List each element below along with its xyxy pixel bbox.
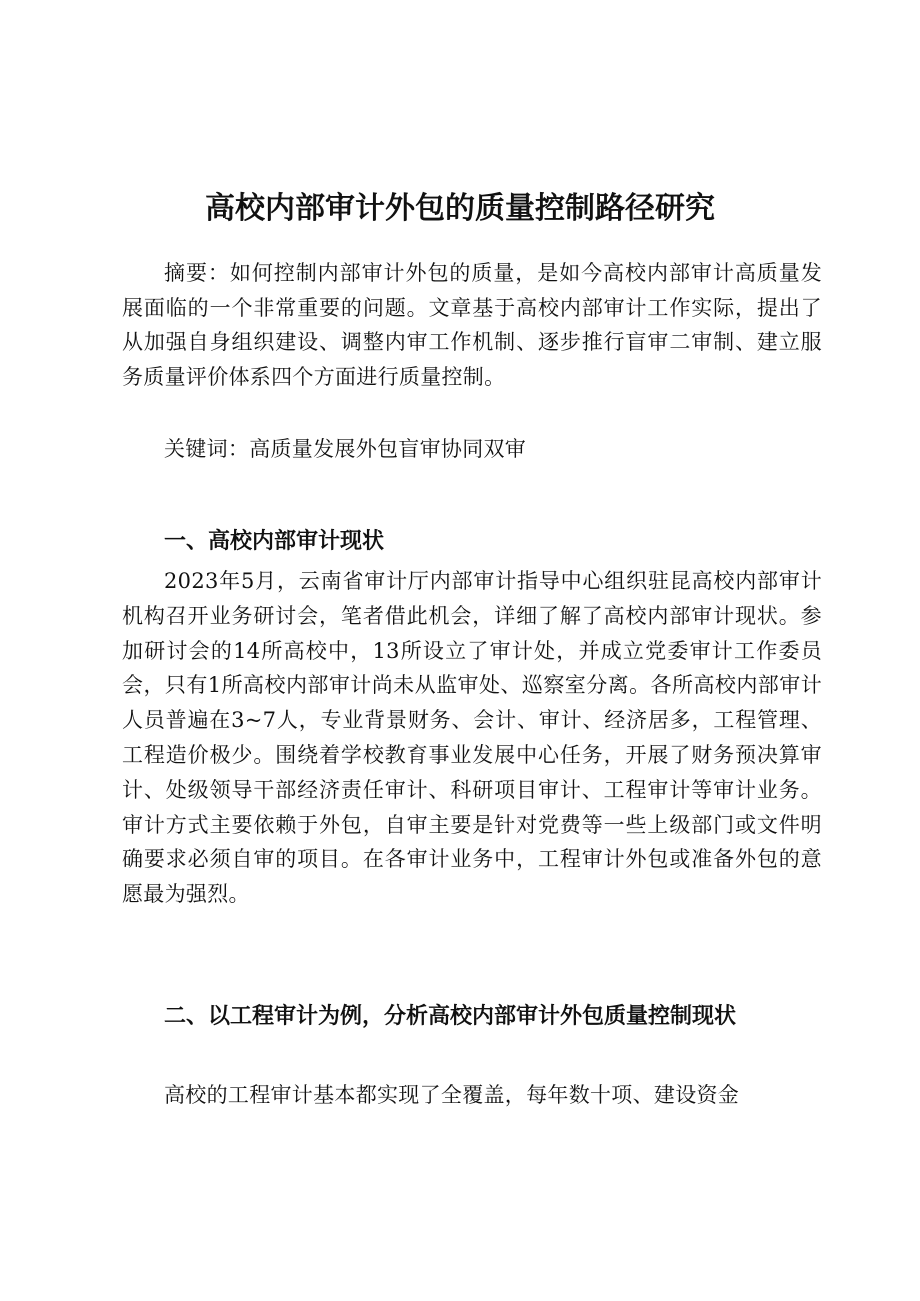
section-1-body: 2023年5月，云南省审计厅内部审计指导中心组织驻昆高校内部审计机构召开业务研讨会，笔者借此机会，详细了解了高校内部审计现状。参加研讨会的14所高校中，13所设立了审计处，并成立党委审计工作委员会，只有1所高校内部审计尚未从监审处、巡察室分离。各所高校内部审计人员普遍在3~7人，专业背景财务、会计、审计、经济居多，工程管理、工程造价极少。围绕着学校教育事业发展中心任务，开展了财务预决算审计、处级领导干部经济责任审计、科研项目审计、工程审计等审计业务。审计方式主要依赖于外包，自审主要是针对党费等一些上级部门或文件明确要求必须自审的项目。在各审计业务中，工程审计外包或准备外包的意愿最为强烈。 [122, 569, 822, 907]
abstract-paragraph: 摘要：如何控制内部审计外包的质量，是如今高校内部审计高质量发展面临的一个非常重要的问题。文章基于高校内部审计工作实际，提出了从加强自身组织建设、调整内审工作机制、逐步推行盲审二审制、建立服务质量评价体系四个方面进行质量控制。 [122, 261, 822, 389]
section-1-heading: 一、高校内部审计现状 [164, 529, 385, 554]
keywords-line: 关键词：高质量发展外包盲审协同双审 [164, 437, 527, 461]
document-title: 高校内部审计外包的质量控制路径研究 [205, 191, 715, 227]
section-2-heading: 二、以工程审计为例，分析高校内部审计外包质量控制现状 [164, 1004, 737, 1029]
section-2-body: 高校的工程审计基本都实现了全覆盖，每年数十项、建设资金 [164, 1083, 740, 1107]
